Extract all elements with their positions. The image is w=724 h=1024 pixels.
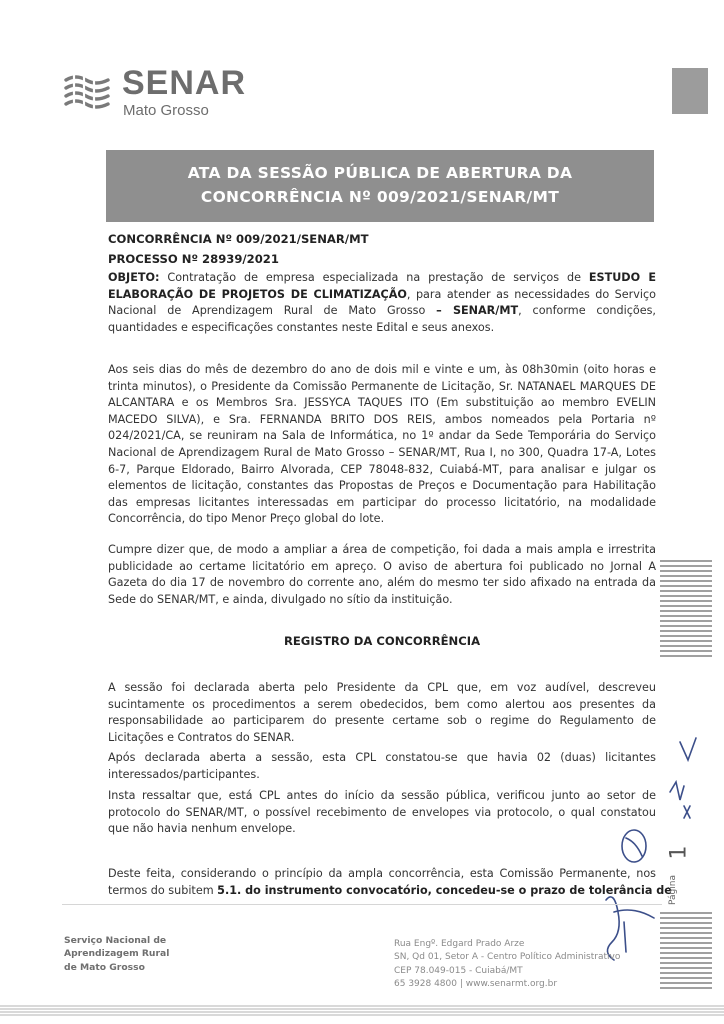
page-number: 1 [666, 845, 692, 860]
bidders-paragraph [108, 750, 656, 783]
banner-title-line-2: CONCORRÊNCIA Nº 009/2021/SENAR/MT [200, 188, 560, 206]
text-line: Cumpre dizer que, de modo a ampliar a área de competição, foi dada a mais ampla e irrestrita [108, 543, 656, 556]
objeto-line-3 [108, 303, 656, 320]
section-title: REGISTRO DA CONCORRÊNCIA [283, 634, 481, 648]
side-gray-box [672, 68, 708, 114]
text-line: elementos de licitação, constantes das Propostas de Preços e Documentação para Habilitação [108, 479, 656, 493]
text-line: Concorrência, do tipo Menor Preço global do lote. [108, 512, 385, 526]
text-line: Deste feita, considerando o princípio da ampla concorrência, esta Comissão Permanente, nos [108, 867, 656, 880]
opening-paragraph [108, 362, 656, 528]
text-line: trinta minutos), o Presidente da Comissão Permanente de Licitação, Sr. NATANAEL MARQUES DE [108, 379, 656, 393]
footer-address-line: Rua Engº. Edgard Prado Arze [394, 939, 525, 949]
text-line: responsabilidade ao participarem do presente certame sob o regime do Regulamento de [108, 714, 656, 728]
objeto-text: , para atender as necessidades do Serviço [406, 287, 656, 301]
objeto-text: , conforme condições, [518, 304, 656, 318]
footer-address-line: CEP 78.049-015 - Cuiabá/MT [394, 965, 523, 976]
objeto-line-4: quantidades e especificações constantes neste Edital e seus anexos. [108, 320, 495, 334]
text-line: Insta ressaltar que, está CPL antes do início da sessão pública, verificou junto ao setor de [108, 789, 656, 802]
banner-title-line-1: ATA DA SESSÃO PÚBLICA DE ABERTURA DA [187, 164, 573, 182]
text-line: MACEDO SILVA), e Sra. FERNANDA BRITO DOS REIS, ambos nomeados pela Portaria nº [108, 412, 656, 426]
text-line: A sessão foi declarada aberta pelo Presidente da CPL que, em voz audível, descreveu [108, 681, 656, 694]
text-line [108, 883, 672, 900]
objeto-bold: ESTUDO E [588, 271, 656, 284]
text-line: protocolo do SENAR/MT, o possível recebimento de envelopes via protocolo, o qual constatou [108, 805, 656, 819]
footer-organization [64, 934, 169, 974]
text-line: termos do subitem [108, 883, 218, 897]
publicity-paragraph [108, 542, 656, 608]
text-line: 024/2021/CA, se reuniram na Sala de Informática, no 1º andar da Sede Temporária do Serviço [108, 429, 656, 443]
text-line: ALCANTARA e os Membros Sra. JESSYCA TAQUES ITO (Em substituição ao membro EVELIN [108, 396, 656, 410]
bold-text: 5.1. do instrumento convocatório, concedeu-se o prazo de tolerância de [217, 883, 672, 897]
title-banner [106, 150, 654, 222]
senar-logo-mark-icon [62, 66, 112, 116]
objeto-label: OBJETO: [108, 271, 160, 284]
tolerance-paragraph [108, 866, 672, 899]
footer-address [394, 938, 620, 992]
footer-org-line: Serviço Nacional de [64, 935, 167, 946]
objeto-line-1 [108, 270, 656, 287]
text-line: sucintamente os procedimentos a serem obedecidos, bem como alertou aos presentes da [108, 697, 656, 711]
footer-address-line: 65 3928 4800 | www.senarmt.org.br [394, 979, 558, 990]
session-opening-paragraph [108, 680, 656, 746]
footer-org-line: Aprendizagem Rural [64, 948, 170, 960]
footer-address-line: SN, Qd 01, Setor A - Centro Político Administrativo [394, 952, 621, 963]
text-line: Licitações e Contratos do SENAR. [108, 730, 295, 744]
text-line: publicidade ao certame licitatório em apreço. O aviso de abertura foi publicado no Jornal A [108, 559, 656, 573]
objeto-bold: – SENAR/MT [436, 304, 519, 318]
objeto-bold: ELABORAÇÃO DE PROJETOS DE CLIMATIZAÇÃO [108, 287, 407, 301]
objeto-paragraph [108, 270, 656, 336]
senar-logo [62, 64, 262, 124]
concorrencia-number: CONCORRÊNCIA Nº 009/2021/SENAR/MT [108, 232, 369, 246]
text-line: interessados/participantes. [108, 767, 260, 781]
footer-org-line: de Mato Grosso [64, 961, 145, 973]
protocol-paragraph [108, 788, 656, 838]
footer-divider [62, 904, 662, 905]
objeto-text: Nacional de Aprendizagem Rural de Mato Grosso [108, 304, 437, 318]
text-line: Gazeta do dia 17 de novembro do corrente ano, além do mesmo ter sido afixado na entrada da [108, 576, 656, 590]
objeto-text: Contratação de empresa especializada na prestação de serviços de [159, 271, 589, 284]
text-line: das empresas licitantes interessadas em participar do processo licitatório, na modalidade [108, 495, 656, 509]
processo-number: PROCESSO Nº 28939/2021 [108, 252, 279, 266]
page-label: Página [668, 875, 678, 905]
logo-subtitle: Mato Grosso [123, 102, 209, 119]
objeto-line-2 [108, 287, 656, 304]
logo-name: SENAR [122, 64, 247, 102]
text-line: Nacional de Aprendizagem Rural de Mato Grosso – SENAR/MT, Rua I, no 300, Quadra 17-A, Lotes [108, 445, 656, 459]
text-line: 6-7, Parque Eldorado, Bairro Alvorada, CEP 78048-832, Cuiabá-MT, para analisar e julgar os [108, 462, 656, 476]
text-line: Sede do SENAR/MT, e ainda, divulgado no sítio da instituição. [108, 592, 453, 606]
bottom-border-stripes [0, 1004, 724, 1016]
text-line: Aos seis dias do mês de dezembro do ano de dois mil e vinte e um, às 08h30min (oito horas e [108, 363, 656, 376]
right-margin-stripes [660, 560, 712, 660]
text-line: Após declarada aberta a sessão, esta CPL constatou-se que havia 02 (duas) licitantes [108, 751, 656, 764]
text-line: que não havia nenhum envelope. [108, 822, 296, 836]
